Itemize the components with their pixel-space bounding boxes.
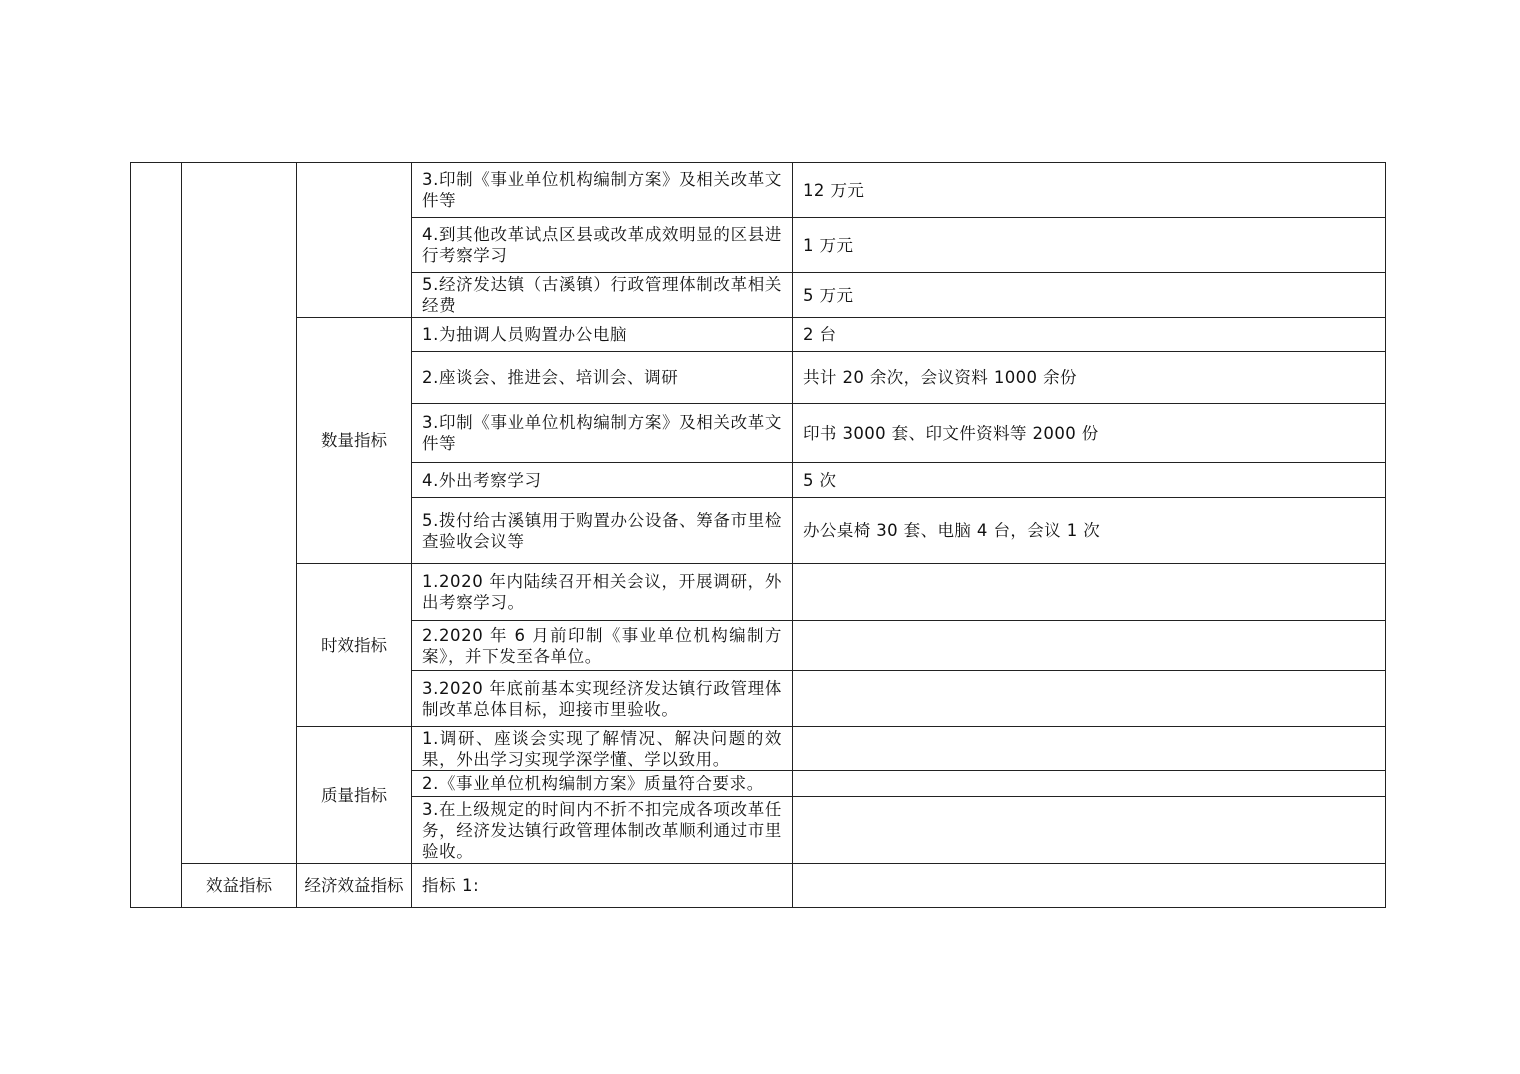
- indicator-item: 3.在上级规定的时间内不折不扣完成各项改革任务，经济发达镇行政管理体制改革顺利通过市里验收。: [412, 797, 793, 864]
- indicator-item: 2.《事业单位机构编制方案》质量符合要求。: [412, 771, 793, 797]
- indicator-item: 4.外出考察学习: [412, 463, 793, 498]
- indicator-value: 办公桌椅 30 套、电脑 4 台，会议 1 次: [793, 498, 1386, 564]
- table-row: [131, 727, 1386, 771]
- indicator-item: 2.2020 年 6 月前印制《事业单位机构编制方案》，并下发至各单位。: [412, 621, 793, 671]
- indicator-value: 1 万元: [793, 218, 1386, 273]
- table-row: [131, 564, 1386, 621]
- indicator-item: 5.经济发达镇（古溪镇）行政管理体制改革相关经费: [412, 273, 793, 318]
- indicator-item: 3.印制《事业单位机构编制方案》及相关改革文件等: [412, 163, 793, 218]
- performance-indicator-table: [130, 162, 1386, 908]
- indicator-item: 1.为抽调人员购置办公电脑: [412, 318, 793, 352]
- indicator-value: 共计 20 余次，会议资料 1000 余份: [793, 352, 1386, 404]
- quantity-indicator-label: 数量指标: [297, 318, 412, 564]
- indicator-value: 印书 3000 套、印文件资料等 2000 份: [793, 404, 1386, 463]
- indicator-value: 12 万元: [793, 163, 1386, 218]
- indicator-value: [793, 564, 1386, 621]
- indicator-item: 4.到其他改革试点区县或改革成效明显的区县进行考察学习: [412, 218, 793, 273]
- indicator-value: [793, 621, 1386, 671]
- indicator-value: [793, 797, 1386, 864]
- table-row: [131, 163, 1386, 218]
- indicator-value: 2 台: [793, 318, 1386, 352]
- economic-benefit-label: 经济效益指标: [297, 864, 412, 908]
- level3-indicator-cell: [297, 163, 412, 318]
- indicator-item: 1.调研、座谈会实现了解情况、解决问题的效果，外出学习实现学深学懂、学以致用。: [412, 727, 793, 771]
- indicator-item: 指标 1:: [412, 864, 793, 908]
- benefit-indicator-label: 效益指标: [182, 864, 297, 908]
- level2-indicator-cell: [182, 163, 297, 864]
- indicator-value: [793, 671, 1386, 727]
- indicator-item: 3.印制《事业单位机构编制方案》及相关改革文件等: [412, 404, 793, 463]
- indicator-value: 5 次: [793, 463, 1386, 498]
- indicator-value: [793, 864, 1386, 908]
- indicator-item: 5.拨付给古溪镇用于购置办公设备、筹备市里检查验收会议等: [412, 498, 793, 564]
- indicator-item: 1.2020 年内陆续召开相关会议，开展调研，外出考察学习。: [412, 564, 793, 621]
- table-row: [131, 318, 1386, 352]
- indicator-item: 2.座谈会、推进会、培训会、调研: [412, 352, 793, 404]
- indicator-value: [793, 771, 1386, 797]
- indicator-value: 5 万元: [793, 273, 1386, 318]
- level1-indicator-cell: [131, 163, 182, 908]
- table-row: [131, 864, 1386, 908]
- indicator-value: [793, 727, 1386, 771]
- timeliness-indicator-label: 时效指标: [297, 564, 412, 727]
- quality-indicator-label: 质量指标: [297, 727, 412, 864]
- indicator-item: 3.2020 年底前基本实现经济发达镇行政管理体制改革总体目标，迎接市里验收。: [412, 671, 793, 727]
